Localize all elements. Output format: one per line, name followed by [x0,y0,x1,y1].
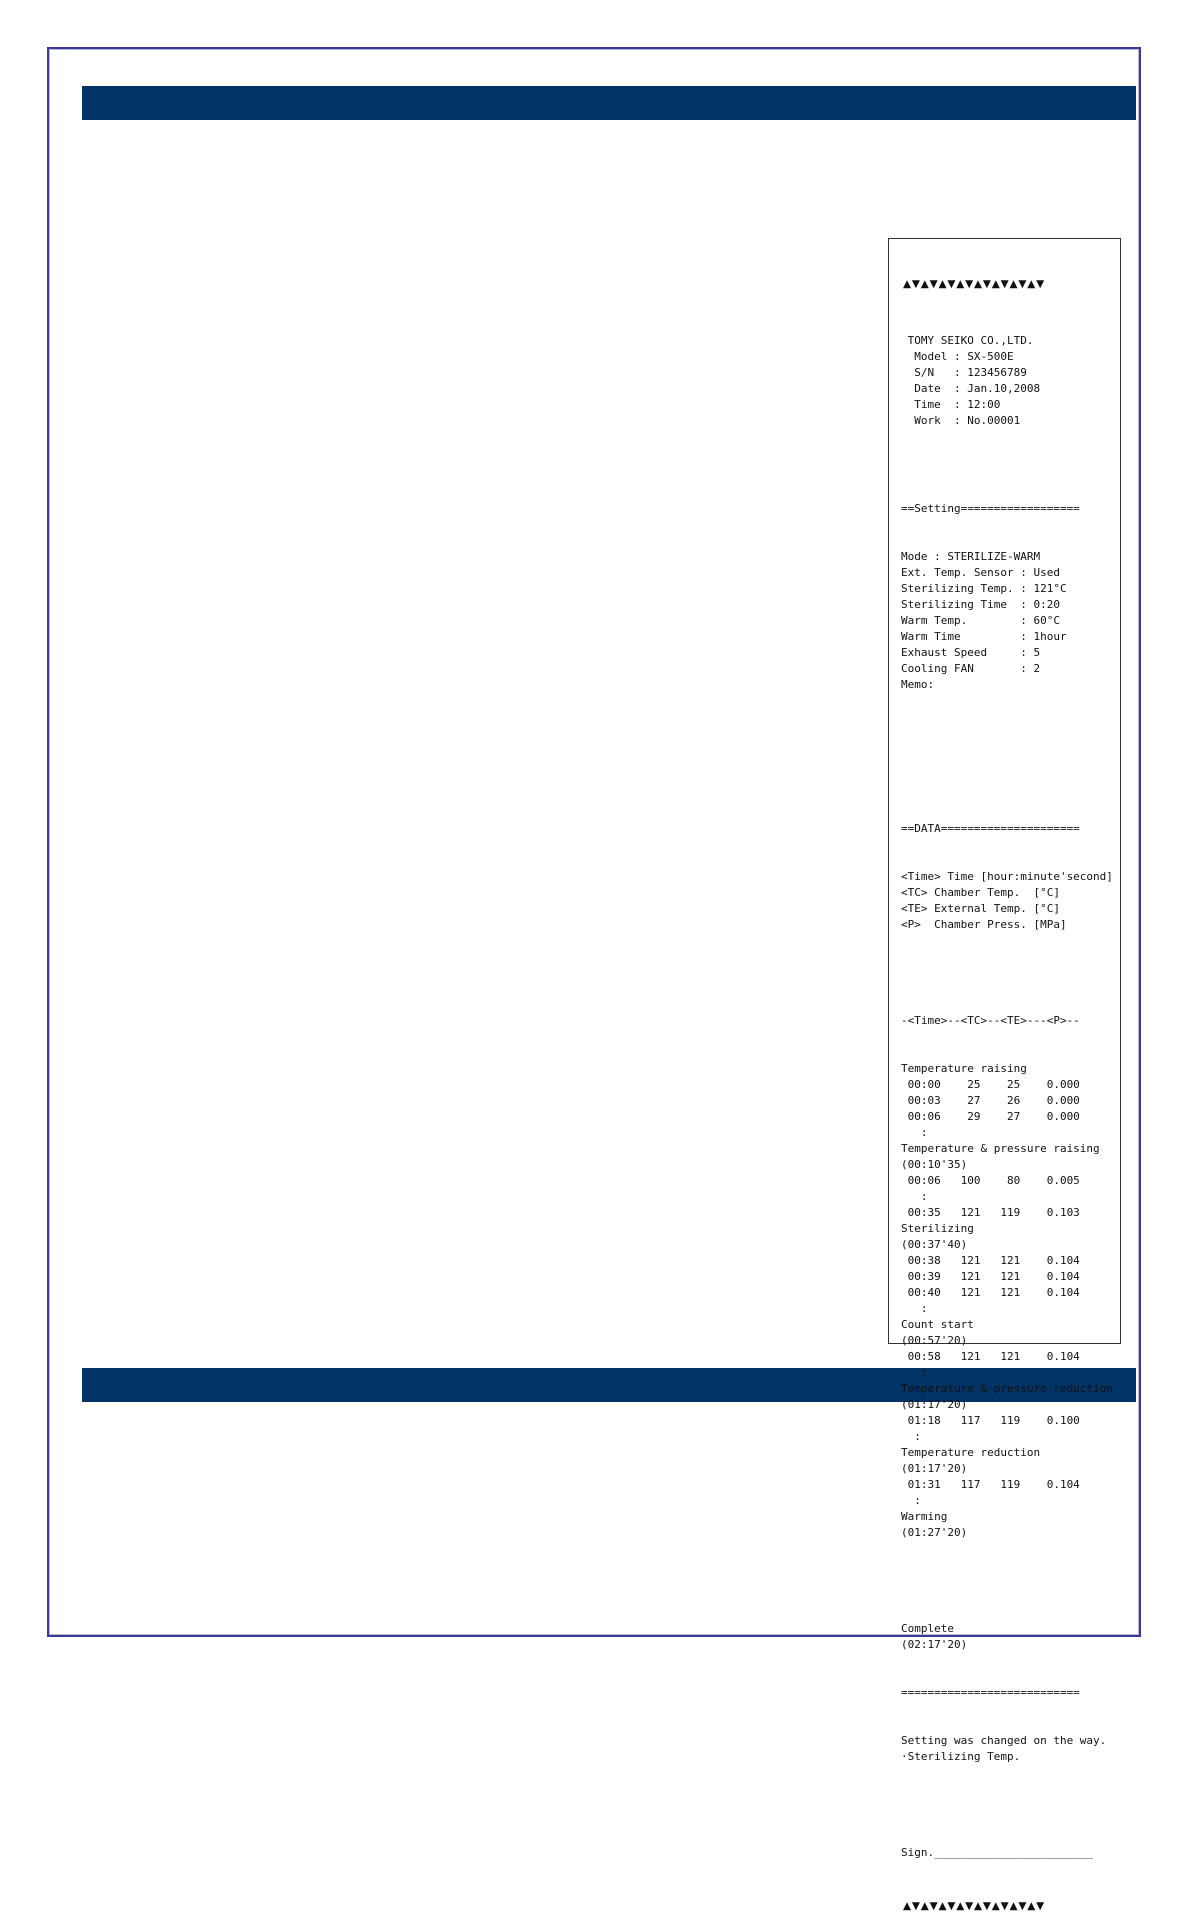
setting-line: Cooling FAN : 2 [901,662,1041,675]
legend-line: <P> Chamber Press. [MPa] [901,918,1067,931]
setting-line: Mode : STERILIZE-WARM [901,550,1041,563]
complete-line: (02:17'20) [901,1638,968,1651]
setting-line: Memo: [901,678,935,691]
header-bar [82,86,1136,120]
log-line: Warming [901,1510,948,1523]
log-line: Temperature raising [901,1062,1027,1075]
log-line: : [901,1494,921,1507]
log-line: : [901,1302,928,1315]
triangle-border-bottom: ▲▼▲▼▲▼▲▼▲▼▲▼▲▼▲▼ [903,1900,1045,1912]
log-line: 00:03 27 26 0.000 [901,1094,1080,1107]
setting-title: ==Setting================== [901,502,1080,515]
log-line: 00:00 25 25 0.000 [901,1078,1080,1091]
log-line: (01:17'20) [901,1398,968,1411]
triangle-border-top: ▲▼▲▼▲▼▲▼▲▼▲▼▲▼▲▼ [903,278,1045,290]
log-line: 01:18 117 119 0.100 [901,1414,1080,1427]
printout-receipt [888,238,1121,1912]
setting-line: Exhaust Speed : 5 [901,646,1041,659]
log-line: (00:10'35) [901,1158,968,1171]
header-line: Work : No.00001 [901,414,1021,427]
data-legend [901,869,1120,933]
header-line: Time : 12:00 [901,398,1001,411]
log-line: 00:40 121 121 0.104 [901,1286,1080,1299]
setting-list [901,549,1120,693]
setting-line: Sterilizing Time : 0:20 [901,598,1060,611]
log-line: Temperature & pressure raising [901,1142,1100,1155]
log-line: (01:27'20) [901,1526,968,1539]
log-line: (00:37'40) [901,1238,968,1251]
legend-line: <TE> External Temp. [°C] [901,902,1060,915]
log-line: Temperature & pressure reduction [901,1382,1113,1395]
header-line: S/N : 123456789 [901,366,1027,379]
legend-line: <TC> Chamber Temp. [°C] [901,886,1060,899]
complete-status [901,1621,1120,1653]
signature-line: Sign.________________________ [901,1846,1094,1859]
log-line: : [901,1366,928,1379]
header-line: Model : SX-500E [901,350,1014,363]
log-line: 00:39 121 121 0.104 [901,1270,1080,1283]
setting-line: Warm Temp. : 60°C [901,614,1060,627]
header-line: Date : Jan.10,2008 [901,382,1041,395]
change-notice [901,1733,1120,1765]
log-line: (00:57'20) [901,1334,968,1347]
log-line: 00:06 29 27 0.000 [901,1110,1080,1123]
log-line: : [901,1190,928,1203]
notice-line: ·Sterilizing Temp. [901,1750,1021,1763]
column-header: -<Time>--<TC>--<TE>---<P>-- [901,1014,1080,1027]
header-line: TOMY SEIKO CO.,LTD. [901,334,1034,347]
log-line: Count start [901,1318,974,1331]
log-line: 01:31 117 119 0.104 [901,1478,1080,1491]
data-log [901,1061,1120,1541]
log-line: (01:17'20) [901,1462,968,1475]
log-line: : [901,1430,921,1443]
setting-line: Ext. Temp. Sensor : Used [901,566,1060,579]
printout-header [901,333,1120,429]
log-line: Temperature reduction [901,1446,1041,1459]
log-line: : [901,1126,928,1139]
setting-line: Sterilizing Temp. : 121°C [901,582,1067,595]
log-line: 00:35 121 119 0.103 [901,1206,1080,1219]
log-line: Sterilizing [901,1222,974,1235]
end-rule: =========================== [901,1686,1080,1699]
complete-line: Complete [901,1622,954,1635]
log-line: 00:38 121 121 0.104 [901,1254,1080,1267]
legend-line: <Time> Time [hour:minute'second] [901,870,1113,883]
notice-line: Setting was changed on the way. [901,1734,1107,1747]
setting-line: Warm Time : 1hour [901,630,1067,643]
log-line: 00:06 100 80 0.005 [901,1174,1080,1187]
data-title: ==DATA===================== [901,822,1080,835]
log-line: 00:58 121 121 0.104 [901,1350,1080,1363]
